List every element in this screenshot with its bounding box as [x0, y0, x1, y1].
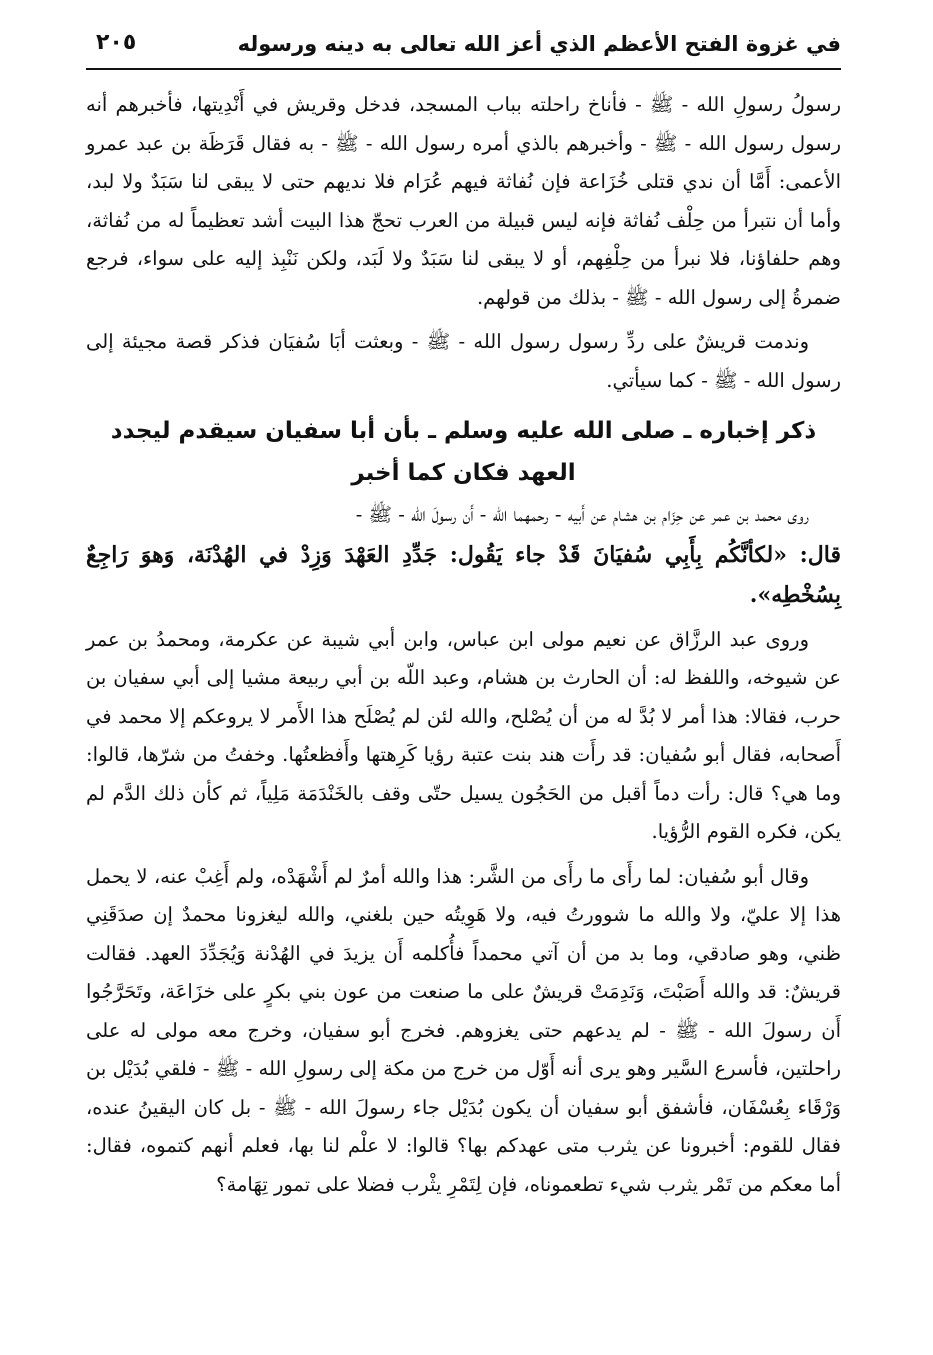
paragraph-1: رسولُ رسولِ الله - ﷺ - فأناخ راحلته بباب المسجد، فدخل وقريش في أَنْدِيتها، فأخبرهم أنه رسول رسول الله - ﷺ - وأخبرهم بالذي أمره رسول الله - ﷺ - به فقال قَرَظَة بن عبد عمرو الأعمى: أَمَّا أن ندي قتلى خُزَاعة فإن نُفاثة فيهم عُرَام فلا نديهم حتى لا يبقى لنا سَبَدٌ ولا لبد، وأما أن نتبرأ من حِلْف نُفاثة فإنه ليس قبيلة من العرب تحجّ هذا البيت أشد تعظيماً له من نُفاثة، وهم حلفاؤنا، فلا نبرأ من حِلْفِهم، أو لا يبقى لنا سَبَدٌ ولا لَبَد، ولكن نَنْبِذ إليه على سواء، فرجع ضمرةُ إلى رسول الله - ﷺ - بذلك من قولهم.: [86, 93, 841, 309]
section-heading: ذكر إخباره ـ صلى الله عليه وسلم ـ بأن أبا سفيان سيقدم ليجدد العهد فكان كما أخبر: [110, 418, 817, 486]
paragraph-2: وندمت قريشٌ على ردِّ رسول رسول الله - ﷺ - وبعثت أبَا سُفيَان فذكر قصة مجيئة إلى رسول الله - ﷺ - كما سيأتي.: [86, 330, 841, 392]
running-header: [86, 26, 841, 66]
page-number: ٢٠٥: [96, 30, 137, 55]
running-header-title: في غزوة الفتح الأعظم الذي أعز الله تعالى به دينه ورسوله: [237, 32, 841, 56]
header-rule: [86, 68, 841, 70]
hadith-quote: قال: «لكأنَّكُم بِأَبِي سُفيَانَ قَدْ جاء يَقُول: جَدِّدِ العَهْدَ وَزِدْ في الهُدْنَة، وَهوَ رَاجِعٌ بِسُخْطِه».: [86, 541, 841, 608]
paragraph-5: وقال أبو سُفيان: لما رأَى ما رأَى من الشَّر: هذا والله أمرٌ لم أَشْهَدْه، ولم أَغِبْ عنه، لا يحمل هذا إلا عليّ، ولا والله ما شوورتُ فيه، ولا هَوِيتُه حين بلغني، والله ليغزونا محمدٌ إن صدَقَنِي ظني، وهو صادقي، وما بد من أن آتي محمداً فأُكلمه أَن يزيدَ في الهُدْنة وَيُجَدِّدَ العهد. فقالت قريشٌ: قد والله أَصَبْتَ، وَنَدِمَتْ قريشٌ على ما صنعت من عون بني بكرٍ على خزَاعَة، وتَحَرَّجُوا أَن رسولَ الله - ﷺ - لم يدعهم حتى يغزوهم. فخرج أبو سفيان، وخرج معه مولى له على راحلتين، فأسرع السَّير وهو يرى أنه أَوّل من خرج من مكة إلى رسولِ الله - ﷺ - فلقي بُدَيْل بن وَرْقَاء بِعُسْفَان، فأشفق أبو سفيان أن يكون بُدَيْل جاء رسولَ الله - ﷺ - بل كان اليقينُ عنده، فقال للقوم: أخبرونا عن يثرب متى عهدكم بها؟ قالوا: لا علْم لنا بها، فعلم أنهم كتموه، فقال: أما معكم من تَمْر يثرب شيء تطعموناه، فإن لِتَمْرِ يثْرب فضلا على تمور تِهَامة؟: [86, 864, 841, 1196]
paragraph-3-intro: روى محمد بن عمر عن حِزَام بن هشام عن أَبيه - رحمهما الله - أَن رسولَ الله - ﷺ -: [355, 503, 809, 526]
page-body: [86, 86, 841, 1204]
paragraph-4: وروى عبد الرزَّاق عن نعيم مولى ابن عباس، وابن أبي شيبة عن عكرمة، ومحمدُ بن عمر عن شيوخه، واللفظ له: أن الحارث بن هشام، وعبد اللّه بن أبي ربيعة مشيا إلى أبي سفيان بن حرب، فقالا: هذا أمر لا بُدَّ له من أن يُصْلح، والله لئن لم يُصْلَح هذا الأَمر لا يروعكم إلا محمد في أَصحابه، فقال أبو سُفيان: قد رأَت هند بنت عتبة رؤيا كَرِهتها وأَفظعتُها. وخفتُ من شرّها، قالوا: وما هي؟ قال: رأت دماً أقبل من الحَجُون يسيل حتّى وقف بالخَنْدَمَة مَلِياً، ثم كأن ذلك الدَّم لم يكن، فكره القوم الرُّؤيا.: [86, 627, 841, 843]
